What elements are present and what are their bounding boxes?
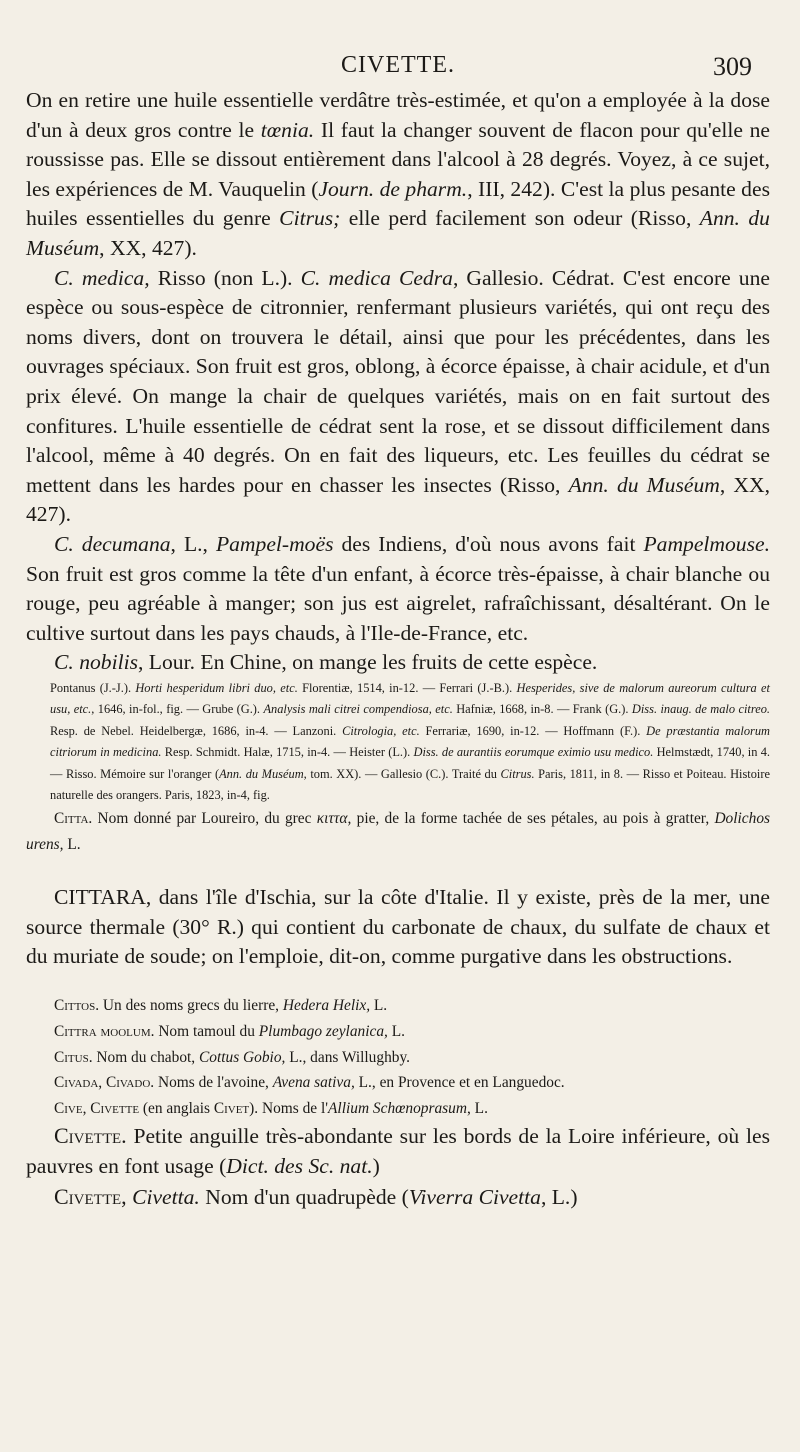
entry-cittra-moolum: Cittra moolum. Nom tamoul du Plumbago zeylanica, L. — [54, 1023, 405, 1041]
paragraph-c-decumana: C. decumana, L., Pampel-moës des Indiens, d'où nous avons fait Pampelmouse. Son fruit est gros comme la tête d'un enfant, à écorce très-épaisse, à chair blanche ou rouge, peu agréable à manger; son jus est aigrelet, rafraîchissant, désaltérant. On le cultive surtout dans les pays chauds, à l'Ile-de-France, etc. — [26, 531, 770, 645]
running-title: CIVETTE. — [341, 52, 455, 78]
paragraph-c-medica: C. medica, Risso (non L.). C. medica Cedra, Gallesio. Cédrat. C'est encore une espèce ou sous-espèce de citronnier, renfermant plusieurs variétés, qui ont reçu des noms divers, dont on trouvera le détail, ainsi que pour les précédentes, dans les ouvrages spéciaux. Son fruit est gros, oblong, à écorce épaisse, à chair acidule, et d'un prix élevé. On mange la chair de quelques variétés, mais on en fait surtout des confitures. L'huile essentielle de cédrat sent la rose, et se dissout difficilement dans l'alcool, même à 40 degrés. On en fait des liqueurs, etc. Les feuilles du cédrat se mettent dans les hardes pour en chasser les insectes (Risso, Ann. du Muséum, XX, 427). — [26, 265, 770, 527]
page-number: 309 — [713, 52, 752, 81]
bibliography-references: Pontanus (J.-J.). Horti hesperidum libri duo, etc. Florentiæ, 1514, in-12. — Ferrari (J.-B.). Hesperides, sive de malorum aureorum cultura et usu, etc., 1646, in-fol., fig. — Grube (G.). Analysis mali citrei compendiosa, etc. Hafniæ, 1668, in-8. — Frank (G.). Diss. inaug. de malo citreo. Resp. de Nebel. Heidelbergæ, 1686, in-4. — Lanzoni. Citrologia, etc. Ferrariæ, 1690, in-12. — Hoffmann (F.). De præstantia malorum citriorum in medicina. Resp. Schmidt. Halæ, 1715, in-4. — Heister (L.). Diss. de aurantiis eorumque eximio usu medico. Helmstædt, 1740, in 4. — Risso. Mémoire sur l'oranger (Ann. du Muséum, tom. XX). — Gallesio (C.). Traité du Citrus. Paris, 1811, in 8. — Risso et Poiteau. Histoire naturelle des orangers. Paris, 1823, in-4, fig. — [50, 680, 771, 802]
page-header — [26, 52, 770, 86]
entry-citus: Citus. Nom du chabot, Cottus Gobio, L., dans Willughby. — [54, 1048, 411, 1066]
entry-civada: Civada, Civado. Noms de l'avoine, Avena sativa, L., en Provence et en Languedoc. — [54, 1074, 565, 1092]
civette-entries — [26, 1121, 770, 1212]
paragraph-essential-oil: On en retire une huile essentielle verdâtre très-estimée, et qu'on a employée à la dose d'un à deux gros contre le tœnia. Il faut la changer souvent de flacon pour qu'elle ne roussisse pas. Elle se dissout entièrement dans l'alcool à 28 degrés. Voyez, à ce sujet, les expériences de M. Vauquelin (Journ. de pharm., III, 242). C'est la plus pesante des huiles essentielles du genre Citrus; elle perd facilement son odeur (Risso, Ann. du Muséum, XX, 427). — [26, 88, 770, 260]
entry-citta: Citta. Nom donné par Loureiro, du grec κιττα, pie, de la forme tachée de ses pétales, au pois à gratter, Dolichos urens, L. — [26, 810, 771, 853]
entry-civette-quadruped: Civette, Civetta. Nom d'un quadrupède (Viverra Civetta, L.) — [54, 1183, 578, 1209]
paragraph-c-nobilis: C. nobilis, Lour. En Chine, on mange les fruits de cette espèce. — [54, 650, 598, 675]
entry-civette-fish: Civette. Petite anguille très-abondante sur les bords de la Loire inférieure, où les pauvres en font usage (Dict. des Sc. nat.) — [26, 1123, 770, 1179]
entry-cittos: Cittos. Un des noms grecs du lierre, Hedera Helix, L. — [54, 997, 388, 1015]
entry-cive: Cive, Civette (en anglais Civet). Noms de l'Allium Schœnoprasum, L. — [54, 1099, 488, 1117]
entry-cittara: CITTARA, dans l'île d'Ischia, sur la côte d'Italie. Il y existe, près de la mer, une source thermale (30° R.) qui contient du carbonate de chaux, du sulfate de chaux et du muriate de soude; on l'emploie, dit-on, comme purgative dans les obstructions. — [26, 885, 770, 969]
main-text — [26, 86, 770, 678]
